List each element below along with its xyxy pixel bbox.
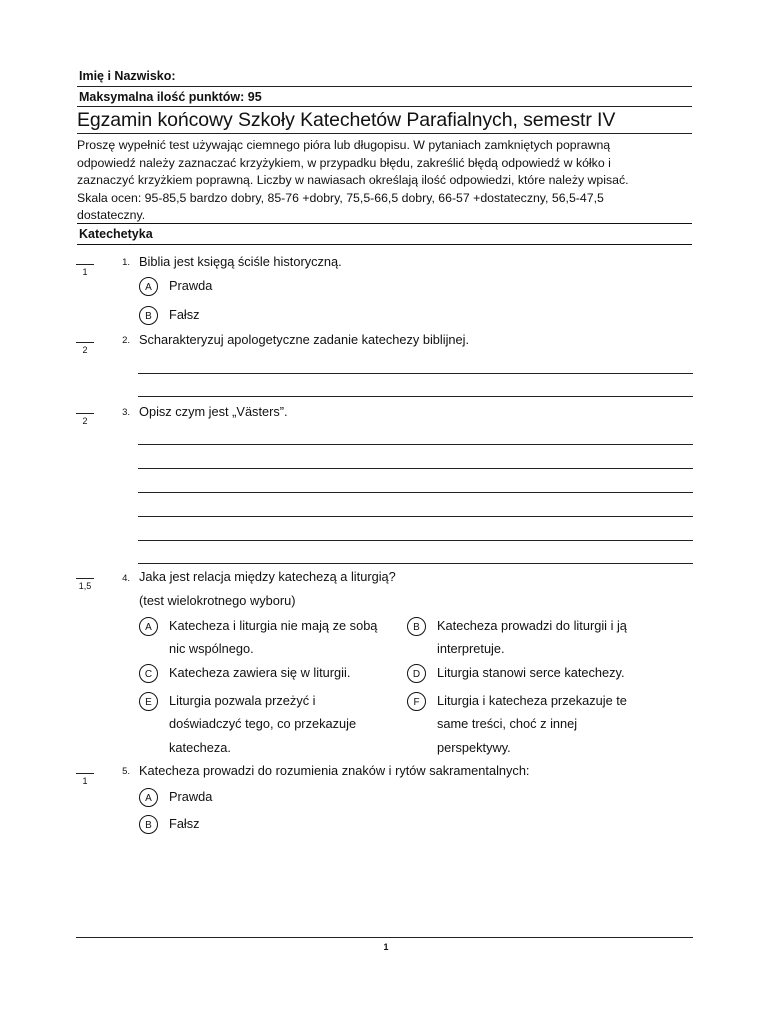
answer-line[interactable]: [138, 444, 693, 445]
question-text: Scharakteryzuj apologetyczne zadanie katechezy biblijnej.: [139, 332, 470, 347]
instructions-line: zaznaczyć krzyżkiem poprawną. Liczby w nawiasach określają ilość odpowiedzi, które należy wpisać.: [77, 173, 629, 187]
question-subtext: (test wielokrotnego wyboru): [139, 593, 296, 608]
answer-option-label: Katecheza i liturgia nie mają ze sobą: [169, 618, 378, 633]
name-label: Imię i Nazwisko:: [79, 69, 176, 83]
answer-option-label: Liturgia i katecheza przekazuje te: [437, 693, 627, 708]
section-title: Katechetyka: [79, 227, 153, 241]
answer-option-label: Katecheza prowadzi do liturgii i ją: [437, 618, 627, 633]
answer-option-label: perspektywy.: [437, 740, 511, 755]
section-bottom-rule: [77, 244, 692, 245]
answer-option-label: Fałsz: [169, 816, 200, 831]
question-number: 1.: [122, 257, 130, 268]
points-box: 2: [76, 342, 94, 355]
answer-line[interactable]: [138, 373, 693, 374]
instructions-line: odpowiedź należy zaznaczać krzyżykiem, w przypadku błędu, zakreślić błędą odpowiedź w kółko i: [77, 155, 611, 170]
question-text: Jaka jest relacja między katechezą a liturgią?: [139, 569, 396, 584]
instructions-line: Skala ocen: 95-85,5 bardzo dobry, 85-76 +dobry, 75,5-66,5 dobry, 66-57 +dostateczny, 56,5-47,5: [77, 190, 604, 205]
points-box: 1: [76, 264, 94, 277]
title-underline: [77, 133, 692, 134]
answer-line[interactable]: [138, 396, 693, 397]
answer-option-circle[interactable]: C: [139, 664, 158, 683]
answer-line[interactable]: [138, 516, 693, 517]
max-points-underline: [77, 106, 692, 107]
question-text: Katecheza prowadzi do rozumienia znaków i rytów sakramentalnych:: [139, 763, 530, 778]
points-box: 1,5: [76, 578, 94, 591]
answer-option-label: Prawda: [169, 278, 213, 293]
answer-line[interactable]: [138, 563, 693, 564]
max-points-label: Maksymalna ilość punktów: 95: [79, 90, 262, 104]
answer-line[interactable]: [138, 492, 693, 493]
answer-option-label: interpretuje.: [437, 641, 505, 656]
answer-option-label: Liturgia stanowi serce katechezy.: [437, 665, 625, 680]
question-text: Biblia jest księgą ściśle historyczną.: [139, 254, 342, 269]
instructions-line: dostateczny.: [77, 208, 146, 222]
answer-option-circle[interactable]: A: [139, 277, 158, 296]
instructions: [77, 137, 697, 225]
answer-option-label: same treści, choć z innej: [437, 716, 578, 731]
answer-option-label: katecheza.: [169, 740, 231, 755]
answer-option-circle[interactable]: B: [407, 617, 426, 636]
answer-option-label: Fałsz: [169, 307, 200, 322]
answer-line[interactable]: [138, 468, 693, 469]
section-top-rule: [77, 223, 692, 224]
instructions-line: Proszę wypełnić test używając ciemnego pióra lub długopisu. W pytaniach zamkniętych poprawną: [77, 138, 611, 152]
answer-option-circle[interactable]: B: [139, 815, 158, 834]
answer-option-label: Liturgia pozwala przeżyć i: [169, 693, 316, 708]
footer-rule: [76, 937, 693, 938]
exam-title: Egzamin końcowy Szkoły Katechetów Parafialnych, semestr IV: [77, 109, 616, 131]
answer-option-circle[interactable]: A: [139, 617, 158, 636]
answer-option-circle[interactable]: A: [139, 788, 158, 807]
name-underline: [77, 86, 692, 87]
question-number: 2.: [122, 335, 130, 346]
answer-option-circle[interactable]: B: [139, 306, 158, 325]
answer-option-circle[interactable]: F: [407, 692, 426, 711]
question-text: Opisz czym jest „Västers”.: [139, 404, 288, 419]
answer-option-circle[interactable]: D: [407, 664, 426, 683]
question-number: 3.: [122, 407, 130, 418]
answer-line[interactable]: [138, 540, 693, 541]
answer-option-circle[interactable]: E: [139, 692, 158, 711]
page-number: 1: [383, 942, 389, 952]
answer-option-label: doświadczyć tego, co przekazuje: [169, 716, 357, 731]
answer-option-label: Prawda: [169, 789, 213, 804]
points-box: 2: [76, 413, 94, 426]
question-number: 5.: [122, 766, 130, 777]
points-box: 1: [76, 773, 94, 786]
answer-option-label: Katecheza zawiera się w liturgii.: [169, 665, 351, 680]
question-number: 4.: [122, 573, 130, 584]
answer-option-label: nic wspólnego.: [169, 641, 254, 656]
